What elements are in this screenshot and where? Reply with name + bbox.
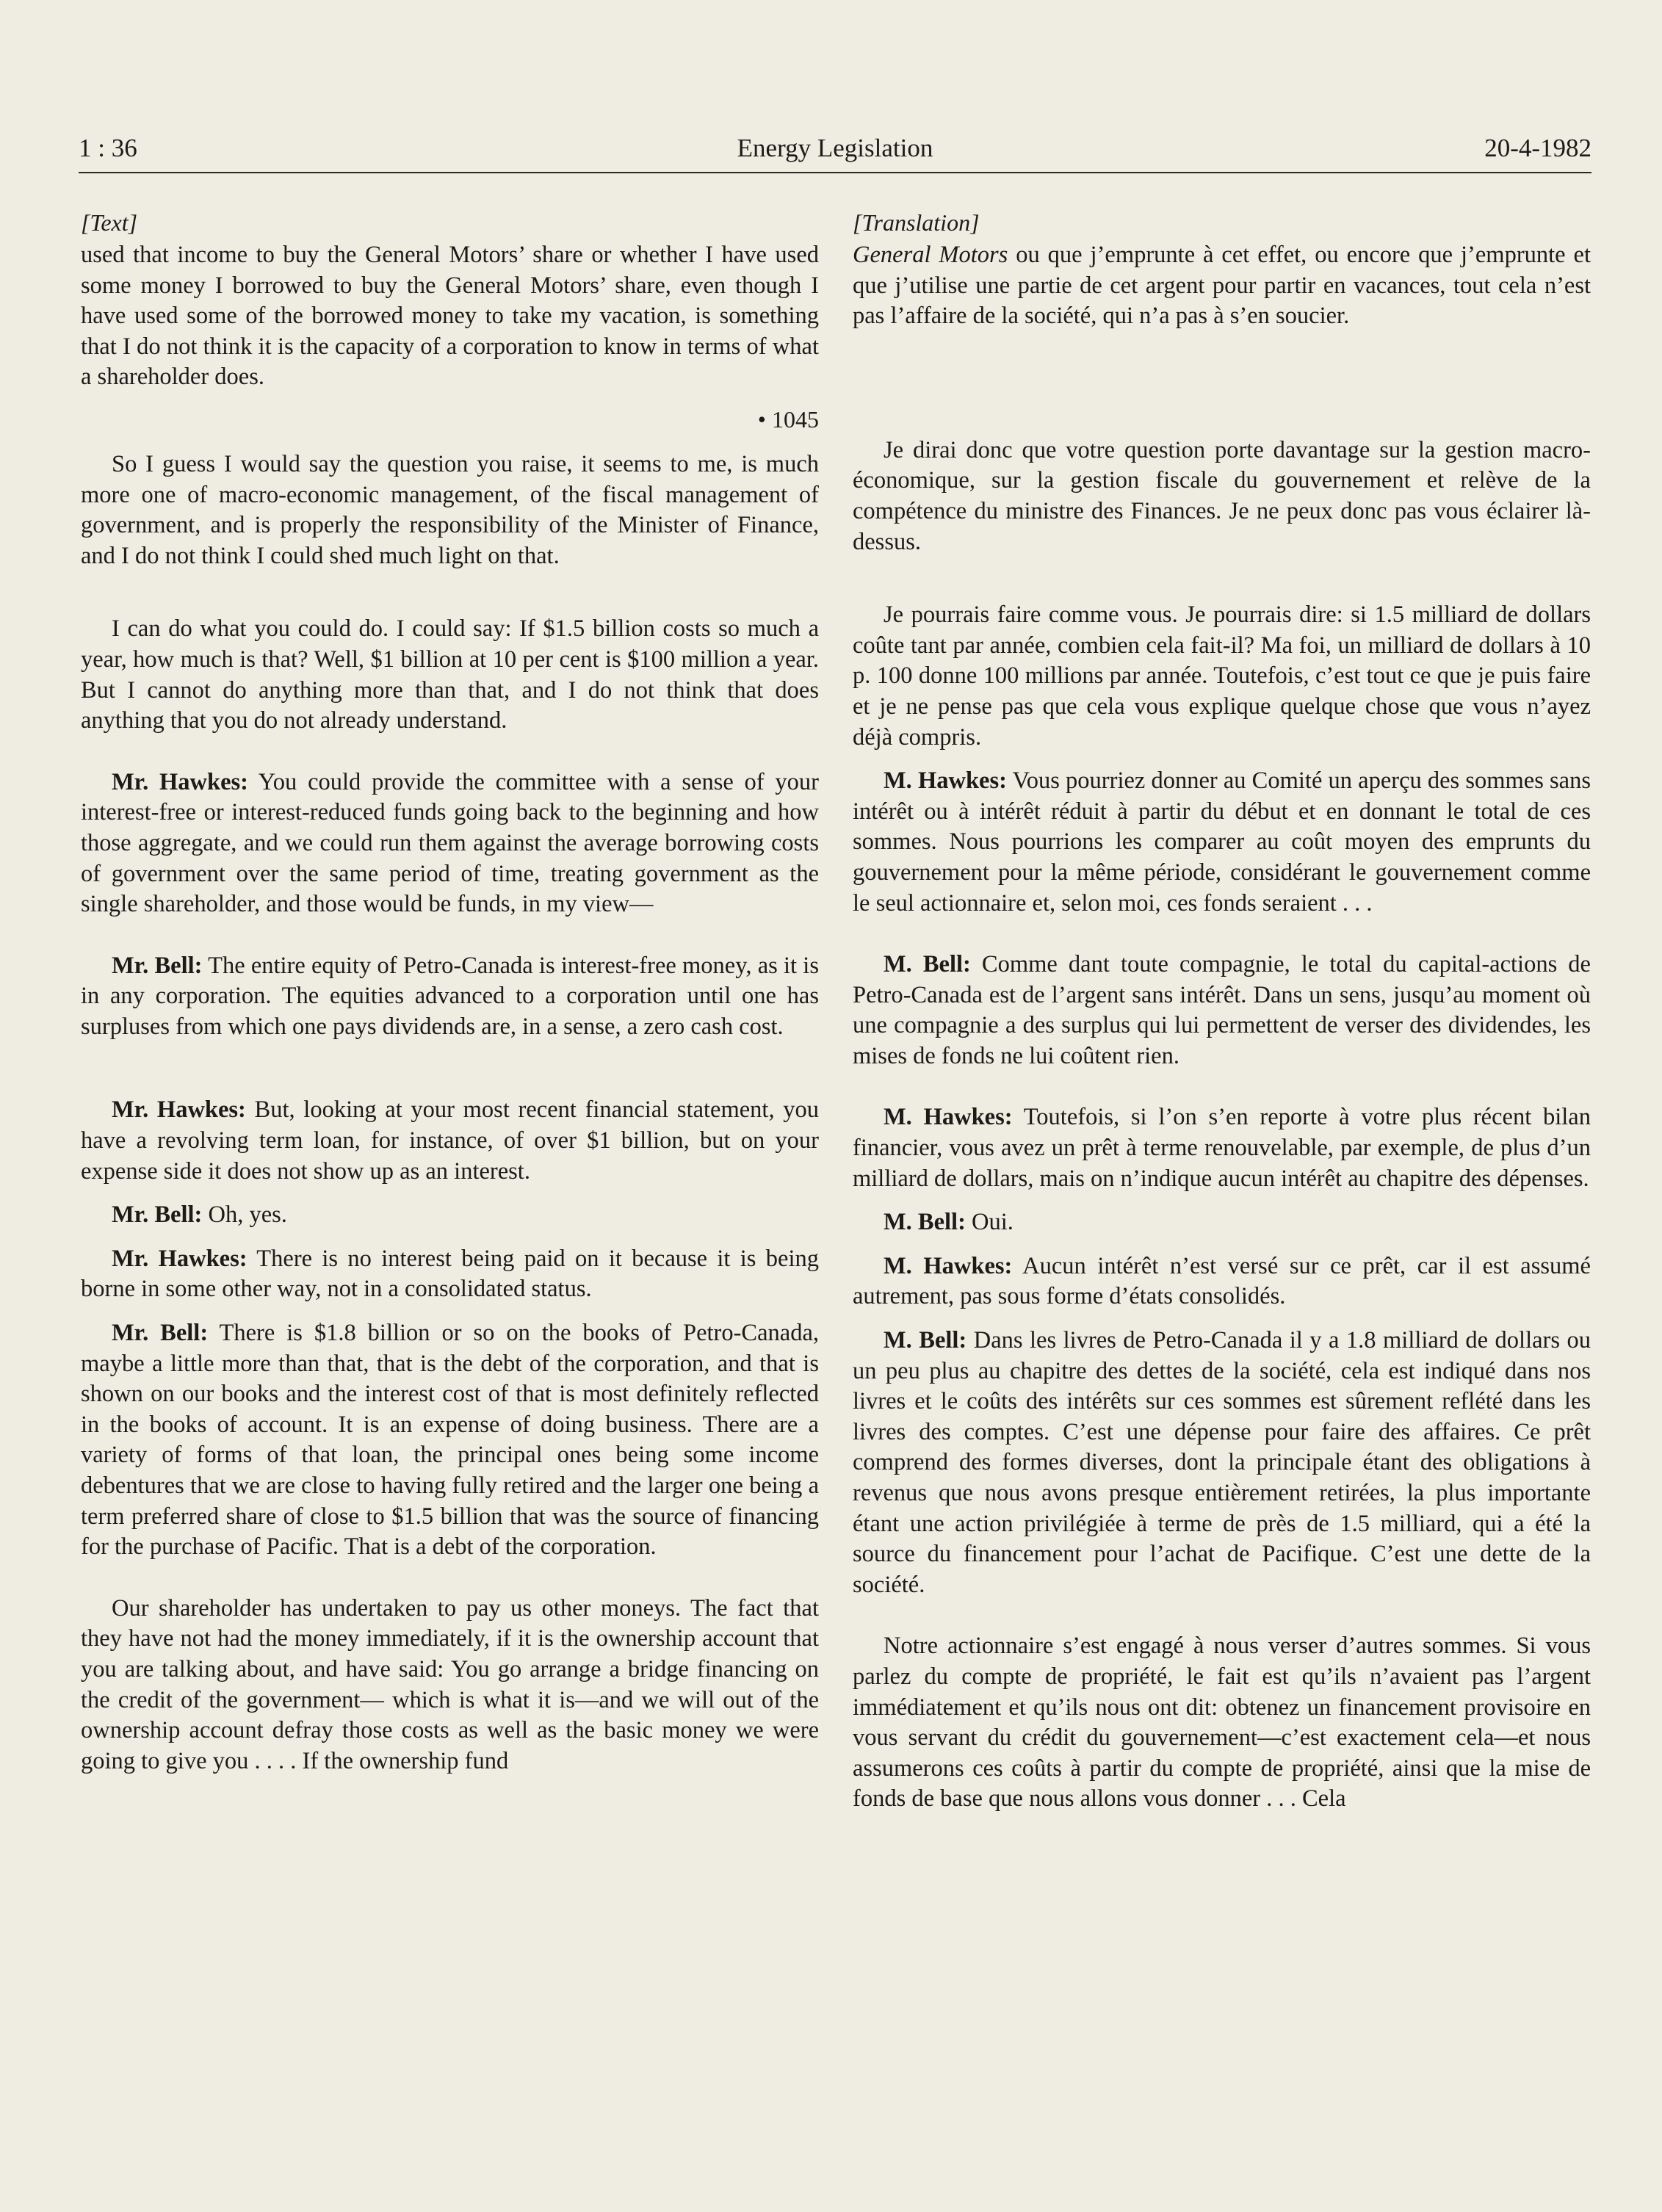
- french-column: [853, 208, 1591, 1815]
- paragraph: Je dirai donc que votre question porte davantage sur la gestion macro-économique, sur la gestion fiscale du gouvernement et relève de la compétence du ministre des Finances. Je ne peux donc pas vous éclairer là-dessus.: [853, 436, 1591, 555]
- speaker-name: Mr. Bell:: [112, 1320, 209, 1347]
- speech-text: But, looking at your most recent financial statement, you have a revolving term loan, for instance, of over $1 billion, but on your expense side it does not show up as an interest.: [81, 1096, 820, 1185]
- speech-text: Oui.: [965, 1209, 1014, 1236]
- speaker-name: Mr. Hawkes:: [112, 768, 248, 795]
- speech-text: Dans les livres de Petro-Canada il y a 1.8 milliard de dollars ou un peu plus au chapitre des dettes de la société, cela est indiqué dans nos livres et le coûts des intérêts sur ces sommes est sûrement reflété dans les livres des comptes. C’est une dépense pour faire des affaires. Ce prêt comprend des formes diverses, dont la principale étant des obligations à revenus que nous avons presque entièrement retirées, la plus importante étant une action privilégiée à terme de près de 1.5 milliard, qui a été la source du financement pour l’achat de Pacifique. C’est une dette de la société.: [853, 1327, 1591, 1598]
- speech-text: You could provide the committee with a sense of your interest-free or interest-reduced funds going back to the beginning and how those aggregate, and we could run them against the average borrowing costs of government over the same period of time, treating government as the single shareholder, and those would be funds, in my view—: [81, 768, 819, 918]
- paragraph: Je pourrais faire comme vous. Je pourrais dire: si 1.5 milliard de dollars coûte tant par année, combien cela fait-il? Ma foi, un milliard de dollars à 10 p. 100 donne 100 millions par année. Toutefois, c’est tout ce que je puis faire et je ne pense pas que cela vous explique quelque chose que vous n’ayez déjà compris.: [853, 601, 1591, 751]
- speaker-paragraph: [81, 1318, 819, 1563]
- paragraph: [853, 240, 1591, 332]
- paragraph: I can do what you could do. I could say: If $1.5 billion costs so much a year, how much is that? Well, $1 billion at 10 per cent is $100 million a year. But I cannot do anything more than that, and I do not think that does anything that you do not already understand.: [81, 615, 819, 734]
- speaker-name: Mr. Hawkes:: [112, 1096, 246, 1124]
- speaker-paragraph: [81, 1244, 819, 1305]
- speaker-name: Mr. Bell:: [112, 952, 203, 979]
- speaker-paragraph: [853, 1326, 1591, 1600]
- speaker-paragraph: [853, 950, 1591, 1071]
- page-number: 1 : 36: [79, 134, 137, 162]
- time-stamp: • 1045: [757, 405, 819, 433]
- speaker-name: Mr. Bell:: [112, 1201, 203, 1229]
- english-column: [81, 208, 819, 1777]
- speaker-name: M. Bell:: [884, 951, 971, 978]
- speaker-name: Mr. Hawkes:: [112, 1245, 248, 1272]
- speaker-paragraph: [853, 1207, 1591, 1238]
- paragraph: Notre actionnaire s’est engagé à nous verser d’autres sommes. Si vous parlez du compte de propriété, le fait est qu’ils n’avaient pas l’argent immédiatement et qu’ils nous ont dit: obtenez un financement provisoire en vous servant du crédit du gouvernement—c’est exactement cela—et nous assumerons ces coûts à partir du compte de propriété, ainsi que la mise de fonds de base que nous allons vous donner . . . Cela: [853, 1633, 1591, 1812]
- paragraph: So I guess I would say the question you raise, it seems to me, is much more one of macro-economic management, of the fiscal management of government, and is properly the responsibility of the Minister of Finance, and I do not think I could shed much light on that.: [81, 450, 819, 569]
- speaker-paragraph: [81, 1095, 819, 1187]
- speaker-paragraph: [853, 1102, 1591, 1194]
- speech-text: Vous pourriez donner au Comité un aperçu des sommes sans intérêt ou à intérêt réduit à partir du début et en donnant le total de ces sommes. Nous pourrions les comparer au coût moyen des emprunts du gouvernement pour la même période, considérant le gouvernement comme le seul actionnaire et, selon moi, ces fonds seraient . . .: [853, 767, 1591, 917]
- speech-text: There is $1.8 billion or so on the books of Petro-Canada, maybe a little more than that, that is the debt of the corporation, and that is shown on our books and the interest cost of that is most definitely reflected in the books of account. It is an expense of doing business. There are a variety of forms of that loan, the principal ones being some income debentures that we are close to having fully retired and the larger one being a term preferred share of close to $1.5 billion that was the source of financing for the purchase of Pacific. That is a debt of the corporation.: [81, 1320, 819, 1561]
- translation-label: [Translation]: [853, 209, 980, 236]
- speaker-name: M. Hawkes:: [884, 1104, 1013, 1131]
- page-header: [79, 131, 1591, 173]
- paragraph-text: ou que j’emprunte à cet effet, ou encore que j’emprunte et que j’utilise une partie de cet argent pour partir en vacances, tout cela n’est pas l’affaire de la société, qui n’a pas à s’en soucier.: [853, 242, 1591, 330]
- speaker-paragraph: [81, 767, 819, 920]
- paragraph: used that income to buy the General Motors’ share or whether I have used some money I borrowed to buy the General Motors’ share, even though I have used some of the borrowed money to take my vacation, is something that I do not think it is the capacity of a corporation to know in terms of what a shareholder does.: [81, 242, 819, 391]
- speaker-paragraph: [853, 1251, 1591, 1312]
- running-title: Energy Legislation: [737, 134, 933, 162]
- speaker-paragraph: [853, 766, 1591, 919]
- speaker-paragraph: [81, 1200, 819, 1231]
- speech-text: The entire equity of Petro-Canada is interest-free money, as it is in any corporation. The equities advanced to a corporation until one has surpluses from which one pays dividends are, in a sense, a zero cash cost.: [81, 952, 819, 1040]
- speaker-paragraph: [81, 951, 819, 1043]
- speech-text: Toutefois, si l’on s’en reporte à votre plus récent bilan financier, vous avez un prêt à terme renouvelable, par exemple, de plus d’un milliard de dollars, mais on n’indique aucun intérêt au chapitre des dépenses.: [853, 1104, 1591, 1192]
- emphasis-text: General Motors: [853, 242, 1008, 268]
- speaker-name: M. Hawkes:: [884, 1252, 1013, 1279]
- speech-text: There is no interest being paid on it because it is being borne in some other way, not in a consolidated status.: [81, 1245, 819, 1303]
- text-label: [Text]: [81, 209, 138, 236]
- speech-text: Comme dant toute compagnie, le total du capital-actions de Petro-Canada est de l’argent sans intérêt. Dans un sens, jusqu’au moment où une compagnie a des surplus qui lui permettent de verser des dividendes, les mises de fonds ne lui coûtent rien.: [853, 951, 1591, 1069]
- speaker-name: M. Hawkes:: [884, 767, 1007, 795]
- page-date: 20-4-1982: [1484, 134, 1591, 162]
- speaker-name: M. Bell:: [884, 1327, 967, 1354]
- speech-text: Aucun intérêt n’est versé sur ce prêt, car il est assumé autrement, pas sous forme d’états consolidés.: [853, 1252, 1591, 1310]
- speaker-name: M. Bell:: [884, 1209, 966, 1236]
- speech-text: Oh, yes.: [202, 1201, 287, 1229]
- paragraph: Our shareholder has undertaken to pay us other moneys. The fact that they have not had the money immediately, if it is the ownership account that you are talking about, and have said: You go arrange a bridge financing on the credit of the government— which is what it is—and we will out of the ownership account defray those costs as well as the basic money we were going to give you . . . . If the ownership fund: [81, 1594, 819, 1774]
